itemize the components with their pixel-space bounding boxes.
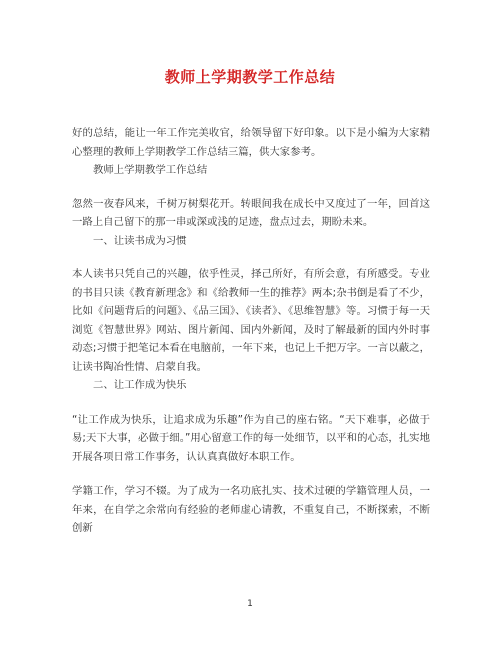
subtitle-paragraph: 教师上学期教学工作总结 [93,164,208,176]
document-title: 教师上学期教学工作总结 [164,68,336,86]
section-heading-work: 二、让工作成为快乐 [93,379,187,391]
intro-paragraph: 好的总结，能让一年工作完美收官，给领导留下好印象。以下是小编为大家精心整理的教师上学期教学工作总结三篇，供大家参考。 [72,127,430,158]
document-body [72,124,430,538]
page-number: 1 [247,599,253,609]
registry-paragraph: 学籍工作，学习不辍。为了成为一名功底扎实、技术过硬的学籍管理人员，一年来，在自学之余常向有经验的老师虚心请教，不重复自己，不断探索，不断创新 [72,485,430,534]
section-heading-reading: 一、让读书成为习惯 [93,234,187,247]
opening-paragraph: 忽然一夜春风来，千树万树梨花开。转眼间我在成长中又度过了一年，回首这一路上自己留下的那一串或深或浅的足迹，盘点过去，期盼未来。 [72,197,430,228]
reading-paragraph: 本人读书只凭自己的兴趣，依乎性灵，择己所好，有所会意，有所感受。专业的书目只读《教育新理念》和《给教师一生的推荐》两本;杂书倒是看了不少，比如《问题背后的问题》、《品三国》、《读者》、《思维智慧》等。习惯于每一天浏览《智慧世界》网站、图片新闻、国内外新闻，及时了解最新的国内外时事动态;习惯于把笔记本看在电脑前，一年下来，也记上千把万字。一言以蔽之，让读书陶冶性情、启蒙自我。 [72,268,430,373]
work-paragraph: “让工作成为快乐，让追求成为乐趣”作为自己的座右铭。“天下难事，必做于易;天下大事，必做于细。”用心留意工作的每一处细节，以平和的心态，扎实地开展各项日常工作事务，认认真真做好本职工作。 [72,413,430,463]
